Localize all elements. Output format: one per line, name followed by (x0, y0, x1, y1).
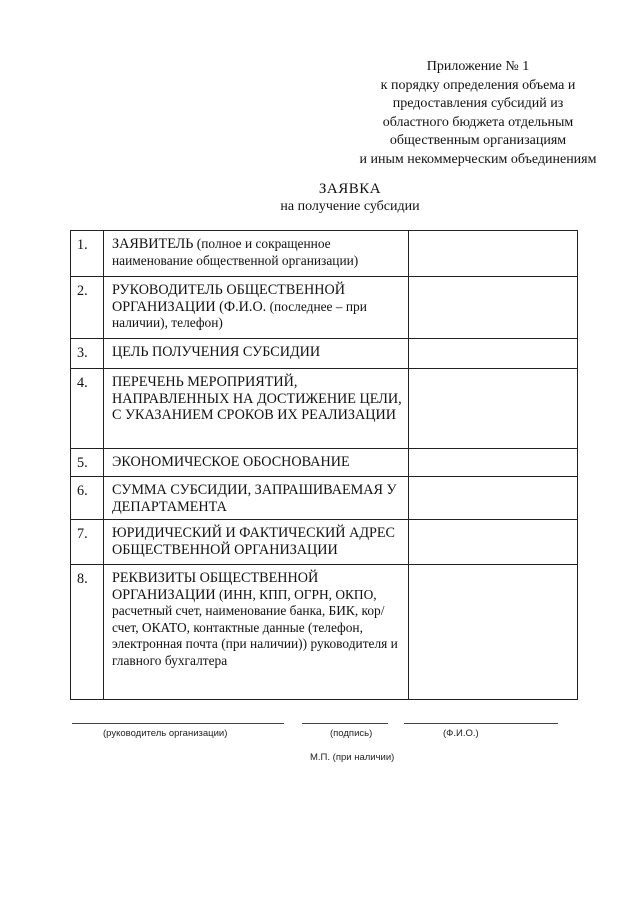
row-value-cell[interactable] (409, 277, 578, 339)
row-number: 3. (71, 339, 104, 369)
row-value-cell[interactable] (409, 520, 578, 565)
table-row (71, 520, 578, 565)
name-caption: (Ф.И.О.) (443, 728, 479, 739)
row-label-main: ПЕРЕЧЕНЬ МЕРОПРИЯТИЙ, НАПРАВЛЕННЫХ НА ДОСТИЖЕНИЕ ЦЕЛИ, С УКАЗАНИЕМ СРОКОВ ИХ РЕАЛИЗАЦИИ (112, 374, 402, 423)
row-label (104, 477, 409, 520)
row-label-note: (полное и сокращенное наименование общественной организации) (112, 236, 359, 268)
head-signature-line[interactable] (72, 723, 284, 724)
appendix-note (330, 58, 626, 169)
row-number: 7. (71, 520, 104, 565)
appendix-line: Приложение № 1 (426, 59, 530, 74)
row-label-main: ЦЕЛЬ ПОЛУЧЕНИЯ СУБСИДИИ (112, 344, 321, 360)
row-value-cell[interactable] (409, 231, 578, 277)
appendix-line: общественным организациям (389, 133, 567, 148)
row-number: 5. (71, 449, 104, 477)
table-row (71, 277, 578, 339)
row-value-cell[interactable] (409, 477, 578, 520)
row-number: 1. (71, 231, 104, 277)
row-label-note: (ИНН, КПП, ОГРН, ОКПО, расчетный счет, наименование банка, БИК, кор/счет, ОКАТО, контактные данные (телефон, электронная почта (при наличии)) руководителя и главного бухгалтера (112, 586, 398, 668)
table-row (71, 449, 578, 477)
sign-caption: (подпись) (330, 728, 373, 739)
row-label-main: РУКОВОДИТЕЛЬ ОБЩЕСТВЕННОЙ ОРГАНИЗАЦИИ (Ф.И.О. (112, 282, 345, 315)
row-number: 8. (71, 565, 104, 700)
stamp-caption: М.П. (при наличии) (310, 752, 395, 763)
appendix-line: предоставления субсидий из (392, 96, 564, 111)
table-row (71, 231, 578, 277)
document-heading (200, 180, 500, 216)
row-label (104, 231, 409, 277)
table-row (71, 565, 578, 700)
table-row (71, 339, 578, 369)
row-label (104, 369, 409, 449)
row-label-main: ЮРИДИЧЕСКИЙ И ФАКТИЧЕСКИЙ АДРЕС ОБЩЕСТВЕННОЙ ОРГАНИЗАЦИИ (112, 525, 396, 558)
table-row (71, 369, 578, 449)
row-label-note: (последнее – при наличии), телефон) (112, 298, 367, 330)
appendix-line: и иным некоммерческим объединениям (359, 151, 597, 167)
row-label (104, 520, 409, 565)
sign-signature-line[interactable] (302, 723, 388, 724)
row-value-cell[interactable] (409, 369, 578, 449)
document-title: ЗАЯВКА (318, 181, 382, 197)
row-label (104, 277, 409, 339)
name-signature-line[interactable] (404, 723, 558, 724)
row-value-cell[interactable] (409, 339, 578, 369)
row-label-main: ЭКОНОМИЧЕСКОЕ ОБОСНОВАНИЕ (112, 454, 350, 470)
appendix-line: областного бюджета отдельным (382, 114, 574, 130)
row-number: 6. (71, 477, 104, 520)
row-label (104, 565, 409, 700)
appendix-line: к порядку определения объема и (380, 77, 576, 93)
row-label-main: РЕКВИЗИТЫ ОБЩЕСТВЕННОЙ ОРГАНИЗАЦИИ (112, 570, 319, 603)
row-value-cell[interactable] (409, 449, 578, 477)
application-table (70, 230, 578, 700)
row-label-main: ЗАЯВИТЕЛЬ (112, 236, 194, 252)
head-caption: (руководитель организации) (103, 728, 228, 739)
row-number: 2. (71, 277, 104, 339)
row-label (104, 339, 409, 369)
table-row (71, 477, 578, 520)
row-label-main: СУММА СУБСИДИИ, ЗАПРАШИВАЕМАЯ У ДЕПАРТАМЕНТА (112, 482, 397, 515)
document-subtitle: на получение субсидии (280, 199, 420, 214)
row-value-cell[interactable] (409, 565, 578, 700)
row-number: 4. (71, 369, 104, 449)
row-label (104, 449, 409, 477)
